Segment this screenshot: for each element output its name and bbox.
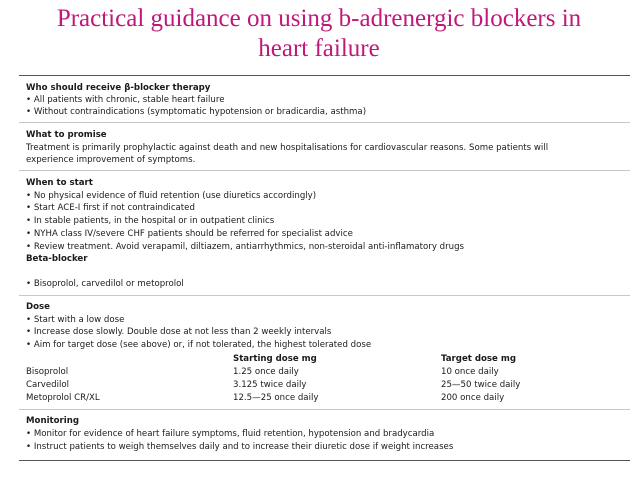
- beta-heading: Beta-blocker: [26, 254, 88, 264]
- start-item: • NYHA class IV/severe CHF patients should be referred for specialist advice: [26, 228, 353, 240]
- who-item: • All patients with chronic, stable heart failure: [26, 94, 225, 106]
- start-item: • Review treatment. Avoid verapamil, diltiazem, antiarrhythmics, non-steroidal anti-inflamatory drugs: [26, 241, 464, 253]
- slide-title: [0, 4, 638, 64]
- beta-item: • Bisoprolol, carvedilol or metoprolol: [26, 278, 184, 290]
- dose-table-cell: Metoprolol CR/XL: [26, 393, 100, 403]
- table-top-rule: [19, 75, 630, 76]
- start-item: • In stable patients, in the hospital or in outpatient clinics: [26, 215, 274, 227]
- slide-title-line-1: Practical guidance on using b-adrenergic blockers in: [56, 5, 582, 32]
- dose-table-cell: 3.125 twice daily: [233, 380, 307, 390]
- section-divider: [19, 409, 630, 410]
- section-divider: [19, 295, 630, 296]
- dose-table-cell: 25—50 twice daily: [441, 380, 521, 390]
- dose-table-cell: Carvedilol: [26, 380, 70, 390]
- dose-table-header-target: Target dose mg: [441, 354, 516, 364]
- section-divider: [19, 122, 630, 123]
- monitoring-item: • Monitor for evidence of heart failure symptoms, fluid retention, hypotension and bradycardia: [26, 428, 434, 440]
- section-divider: [19, 170, 630, 171]
- slide-title-line-2: heart failure: [258, 35, 380, 62]
- table-bottom-rule: [19, 460, 630, 461]
- promise-heading: What to promise: [26, 130, 107, 140]
- dose-table-cell: Bisoprolol: [26, 367, 69, 377]
- promise-text: experience improvement of symptoms.: [26, 155, 196, 165]
- dose-item: • Start with a low dose: [26, 314, 124, 326]
- dose-item: • Aim for target dose (see above) or, if not tolerated, the highest tolerated dose: [26, 339, 371, 351]
- dose-table-cell: 10 once daily: [441, 367, 499, 377]
- promise-text: Treatment is primarily prophylactic against death and new hospitalisations for cardiovascular reasons. Some patients will: [26, 143, 549, 153]
- dose-table-cell: 12.5—25 once daily: [233, 393, 319, 403]
- dose-item: • Increase dose slowly. Double dose at not less than 2 weekly intervals: [26, 326, 331, 338]
- start-item: • No physical evidence of fluid retention (use diuretics accordingly): [26, 190, 316, 202]
- dose-table-cell: 1.25 once daily: [233, 367, 299, 377]
- who-item: • Without contraindications (symptomatic hypotension or bradicardia, asthma): [26, 106, 366, 118]
- start-heading: When to start: [26, 178, 93, 188]
- monitoring-item: • Instruct patients to weigh themselves daily and to increase their diuretic dose if weight increases: [26, 441, 453, 453]
- monitoring-heading: Monitoring: [26, 416, 79, 426]
- dose-heading: Dose: [26, 302, 50, 312]
- start-item: • Start ACE-I first if not contraindicated: [26, 202, 195, 214]
- dose-table-cell: 200 once daily: [441, 393, 505, 403]
- who-heading: Who should receive β-blocker therapy: [26, 83, 211, 93]
- dose-table-header-starting: Starting dose mg: [233, 354, 317, 364]
